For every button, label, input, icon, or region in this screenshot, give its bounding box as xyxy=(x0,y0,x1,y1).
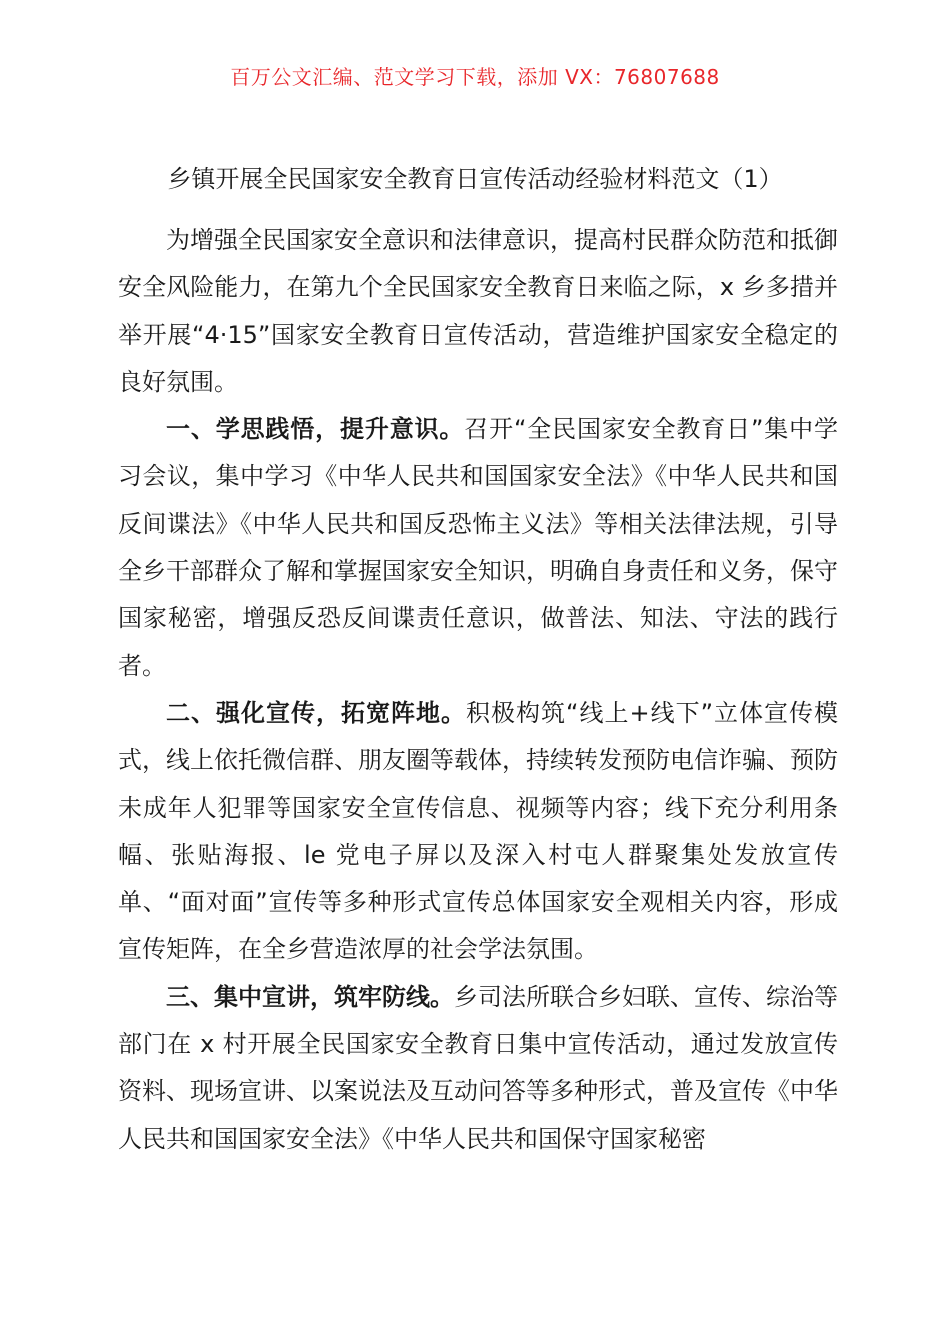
watermark-header: 百万公文汇编、范文学习下载，添加 VX：76807688 xyxy=(230,65,720,89)
paragraph-section-2 xyxy=(118,690,838,974)
paragraph-text: 召开“全民国家安全教育日”集中学习会议，集中学习《中华人民共和国国家安全法》《中华人民共和国反间谍法》《中华人民共和国反恐怖主义法》等相关法律法规，引导全乡干部群众了解和掌握国家安全知识，明确自身责任和义务，保守国家秘密，增强反恐反间谍责任意识，做普法、知法、守法的践行者。 xyxy=(118,415,838,680)
paragraph-text: 乡司法所联合乡妇联、宣传、综治等部门在 x 村开展全民国家安全教育日集中宣传活动，通过发放宣传资料、现场宣讲、以案说法及互动问答等多种形式，普及宣传《中华人民共和国国家安全法》《中华人民共和国保守国家秘密 xyxy=(118,982,838,1153)
document-title: 乡镇开展全民国家安全教育日宣传活动经验材料范文（1） xyxy=(167,165,783,193)
document-body xyxy=(118,217,838,1163)
section-heading: 二、强化宣传，拓宽阵地。 xyxy=(166,698,467,727)
paragraph-text: 为增强全民国家安全意识和法律意识，提高村民群众防范和抵御安全风险能力，在第九个全民国家安全教育日来临之际，x 乡多措并举开展“4·15”国家安全教育日宣传活动，营造维护国家安全稳定的良好氛围。 xyxy=(118,226,838,396)
paragraph-intro xyxy=(118,217,838,406)
paragraph-section-3 xyxy=(118,974,838,1163)
paragraph-section-1 xyxy=(118,406,838,690)
section-heading: 一、学思践悟，提升意识。 xyxy=(166,415,465,444)
paragraph-text: 积极构筑“线上+线下”立体宣传模式，线上依托微信群、朋友圈等载体，持续转发预防电信诈骗、预防未成年人犯罪等国家安全宣传信息、视频等内容；线下充分利用条幅、张贴海报、le 党电子屏以及深入村屯人群聚集处发放宣传单、“面对面”宣传等多种形式宣传总体国家安全观相关内容，形成宣传矩阵，在全乡营造浓厚的社会学法氛围。 xyxy=(118,698,839,964)
section-heading: 三、集中宣讲，筑牢防线。 xyxy=(166,982,454,1011)
